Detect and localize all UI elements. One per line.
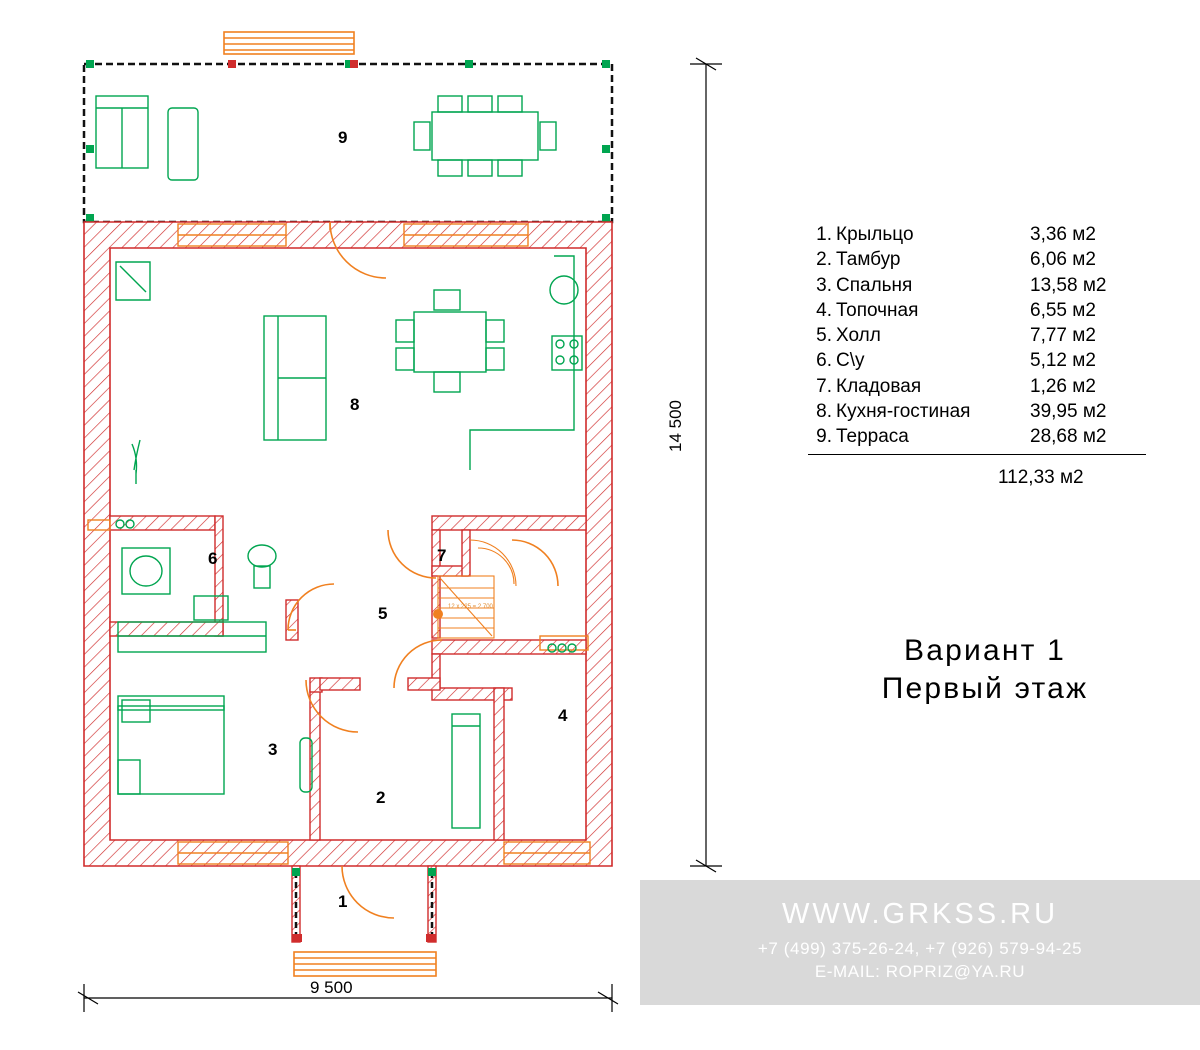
room-number-3: 3: [268, 740, 278, 759]
legend-name: Топочная: [836, 299, 919, 321]
legend-index: 4.: [816, 299, 832, 321]
interior-walls: [110, 516, 586, 942]
legend-item: [808, 247, 1148, 272]
legend-name: Холл: [836, 325, 881, 347]
legend-item: [808, 424, 1148, 449]
stair-riser-note: 12 x 225 = 2 700: [448, 604, 493, 610]
legend-name: С\у: [836, 350, 865, 372]
legend-item: [808, 399, 1148, 424]
legend-item: [808, 348, 1148, 373]
legend-area: 3,36 м2: [1030, 224, 1096, 245]
legend-name: Кухня-гостиная: [836, 401, 971, 423]
horizontal-dimension-label: 9 500: [310, 978, 353, 997]
vertical-dimension-label: 14 500: [666, 400, 685, 452]
legend-area: 1,26 м2: [1030, 375, 1096, 397]
dimension-lines: [78, 58, 722, 1012]
room-number-1: 1: [338, 892, 348, 911]
legend-area: 6,06 м2: [1030, 249, 1096, 271]
furniture: [96, 96, 582, 828]
legend-index: 3.: [816, 274, 832, 296]
room-number-5: 5: [378, 604, 388, 623]
legend-index: 9.: [816, 426, 832, 448]
legend-index: 5.: [816, 325, 832, 347]
room-number-4: 4: [558, 706, 568, 725]
phone-numbers: +7 (499) 375-26-24, +7 (926) 579-94-25: [757, 939, 1083, 958]
legend-area: 39,95 м2: [1030, 401, 1107, 423]
legend-area: 28,68 м2: [1030, 426, 1107, 448]
plan-title-variant: Вариант 1: [904, 634, 1066, 667]
legend-name: Кладовая: [836, 375, 922, 397]
legend-name: Терраса: [836, 426, 909, 448]
legend-name: Крыльцо: [836, 224, 914, 245]
legend-item: [808, 323, 1148, 348]
porch-outline: [292, 868, 436, 976]
legend-item: [808, 374, 1148, 399]
legend-index: 6.: [816, 350, 832, 372]
room-number-6: 6: [208, 549, 218, 568]
room-number-2: 2: [376, 788, 386, 807]
room-number-9: 9: [338, 128, 348, 147]
doors: [288, 222, 558, 918]
windows: [88, 224, 590, 864]
contact-footer: [640, 880, 1200, 1005]
legend-total-area: 112,33 м2: [998, 466, 1084, 488]
website-url[interactable]: WWW.GRKSS.RU: [781, 898, 1059, 930]
legend-index: 1.: [816, 224, 832, 245]
legend-area: 7,77 м2: [1030, 325, 1096, 347]
legend-name: Спальня: [836, 274, 913, 296]
legend-area: 6,55 м2: [1030, 299, 1096, 321]
legend-name: Тамбур: [836, 249, 901, 271]
legend-item: [808, 222, 1148, 247]
legend-index: 7.: [816, 375, 832, 397]
legend-area: 13,58 м2: [1030, 274, 1107, 296]
terrace-outline: [84, 32, 612, 222]
email-address[interactable]: E-MAIL: ROPRIZ@YA.RU: [814, 962, 1026, 981]
plan-title: [790, 632, 1180, 708]
legend-index: 2.: [816, 249, 832, 271]
room-legend: [808, 222, 1148, 489]
room-number-7: 7: [437, 546, 447, 565]
legend-divider: [808, 454, 1146, 455]
legend-item: [808, 298, 1148, 323]
legend-item: [808, 273, 1148, 298]
plan-title-floor: Первый этаж: [881, 672, 1089, 705]
room-number-8: 8: [350, 395, 360, 414]
legend-area: 5,12 м2: [1030, 350, 1096, 372]
legend-index: 8.: [816, 401, 832, 423]
